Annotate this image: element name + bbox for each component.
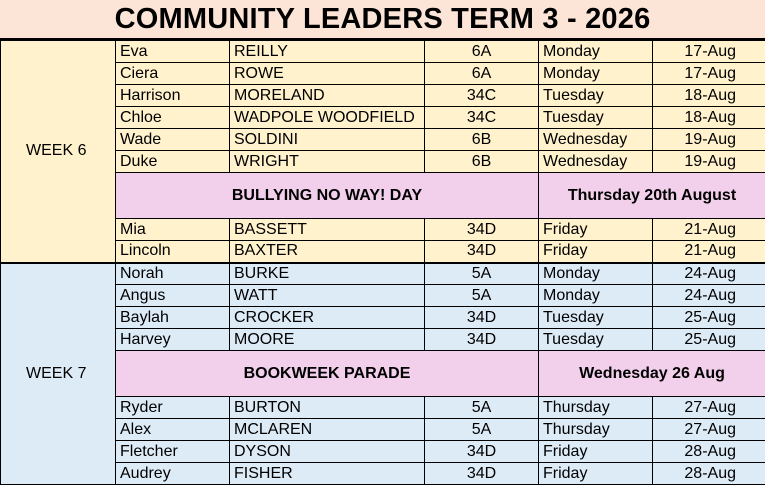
first-name-cell: Duke <box>116 151 230 173</box>
first-name-cell: Fletcher <box>116 441 230 463</box>
week-label: WEEK 7 <box>1 263 116 485</box>
date-cell: 17-Aug <box>653 41 765 63</box>
table-row <box>1 129 765 151</box>
first-name-cell: Chloe <box>116 107 230 129</box>
date-cell: 18-Aug <box>653 85 765 107</box>
first-name-cell: Eva <box>116 41 230 63</box>
date-cell: 27-Aug <box>653 419 765 441</box>
class-cell: 34D <box>425 219 539 241</box>
table-row <box>1 285 765 307</box>
day-cell: Tuesday <box>539 107 653 129</box>
last-name-cell: WATT <box>230 285 425 307</box>
first-name-cell: Angus <box>116 285 230 307</box>
date-cell: 27-Aug <box>653 397 765 419</box>
first-name-cell: Mia <box>116 219 230 241</box>
last-name-cell: BAXTER <box>230 241 425 263</box>
table-row <box>1 441 765 463</box>
date-cell: 25-Aug <box>653 307 765 329</box>
first-name-cell: Norah <box>116 263 230 285</box>
table-row <box>1 85 765 107</box>
date-cell: 24-Aug <box>653 285 765 307</box>
first-name-cell: Ciera <box>116 63 230 85</box>
event-date: Thursday 20th August <box>539 173 765 219</box>
event-name: BOOKWEEK PARADE <box>116 351 539 397</box>
last-name-cell: CROCKER <box>230 307 425 329</box>
table-row <box>1 241 765 263</box>
day-cell: Thursday <box>539 419 653 441</box>
class-cell: 5A <box>425 397 539 419</box>
class-cell: 34D <box>425 241 539 263</box>
last-name-cell: SOLDINI <box>230 129 425 151</box>
class-cell: 34D <box>425 441 539 463</box>
day-cell: Wednesday <box>539 151 653 173</box>
last-name-cell: REILLY <box>230 41 425 63</box>
last-name-cell: ROWE <box>230 63 425 85</box>
day-cell: Friday <box>539 463 653 485</box>
last-name-cell: BURKE <box>230 263 425 285</box>
class-cell: 5A <box>425 419 539 441</box>
table-row <box>1 263 765 285</box>
day-cell: Tuesday <box>539 329 653 351</box>
date-cell: 24-Aug <box>653 263 765 285</box>
sheet-title: COMMUNITY LEADERS TERM 3 - 2026 <box>0 0 765 40</box>
last-name-cell: MCLAREN <box>230 419 425 441</box>
date-cell: 17-Aug <box>653 63 765 85</box>
event-row <box>1 351 765 397</box>
last-name-cell: FISHER <box>230 463 425 485</box>
last-name-cell: MOORE <box>230 329 425 351</box>
table-row <box>1 397 765 419</box>
day-cell: Friday <box>539 219 653 241</box>
date-cell: 21-Aug <box>653 219 765 241</box>
first-name-cell: Audrey <box>116 463 230 485</box>
day-cell: Tuesday <box>539 85 653 107</box>
class-cell: 5A <box>425 285 539 307</box>
first-name-cell: Lincoln <box>116 241 230 263</box>
last-name-cell: BURTON <box>230 397 425 419</box>
table-row <box>1 329 765 351</box>
class-cell: 6B <box>425 151 539 173</box>
first-name-cell: Wade <box>116 129 230 151</box>
date-cell: 19-Aug <box>653 129 765 151</box>
table-row <box>1 463 765 485</box>
week-label: WEEK 6 <box>1 41 116 263</box>
last-name-cell: WADPOLE WOODFIELD <box>230 107 425 129</box>
class-cell: 34D <box>425 463 539 485</box>
last-name-cell: WRIGHT <box>230 151 425 173</box>
last-name-cell: MORELAND <box>230 85 425 107</box>
day-cell: Monday <box>539 285 653 307</box>
event-name: BULLYING NO WAY! DAY <box>116 173 539 219</box>
day-cell: Friday <box>539 441 653 463</box>
first-name-cell: Harrison <box>116 85 230 107</box>
day-cell: Monday <box>539 263 653 285</box>
class-cell: 6A <box>425 41 539 63</box>
day-cell: Monday <box>539 63 653 85</box>
day-cell: Tuesday <box>539 307 653 329</box>
table-row <box>1 41 765 63</box>
event-row <box>1 173 765 219</box>
table-row <box>1 63 765 85</box>
day-cell: Monday <box>539 41 653 63</box>
class-cell: 34C <box>425 85 539 107</box>
first-name-cell: Harvey <box>116 329 230 351</box>
first-name-cell: Baylah <box>116 307 230 329</box>
date-cell: 28-Aug <box>653 463 765 485</box>
date-cell: 19-Aug <box>653 151 765 173</box>
class-cell: 6B <box>425 129 539 151</box>
first-name-cell: Ryder <box>116 397 230 419</box>
day-cell: Thursday <box>539 397 653 419</box>
date-cell: 28-Aug <box>653 441 765 463</box>
table-row <box>1 151 765 173</box>
date-cell: 25-Aug <box>653 329 765 351</box>
table-row <box>1 307 765 329</box>
table-row <box>1 219 765 241</box>
last-name-cell: DYSON <box>230 441 425 463</box>
table-row <box>1 107 765 129</box>
roster-table <box>0 40 765 485</box>
table-row <box>1 419 765 441</box>
class-cell: 5A <box>425 263 539 285</box>
class-cell: 34C <box>425 107 539 129</box>
class-cell: 34D <box>425 329 539 351</box>
event-date: Wednesday 26 Aug <box>539 351 765 397</box>
date-cell: 18-Aug <box>653 107 765 129</box>
class-cell: 6A <box>425 63 539 85</box>
day-cell: Wednesday <box>539 129 653 151</box>
last-name-cell: BASSETT <box>230 219 425 241</box>
date-cell: 21-Aug <box>653 241 765 263</box>
day-cell: Friday <box>539 241 653 263</box>
first-name-cell: Alex <box>116 419 230 441</box>
class-cell: 34D <box>425 307 539 329</box>
